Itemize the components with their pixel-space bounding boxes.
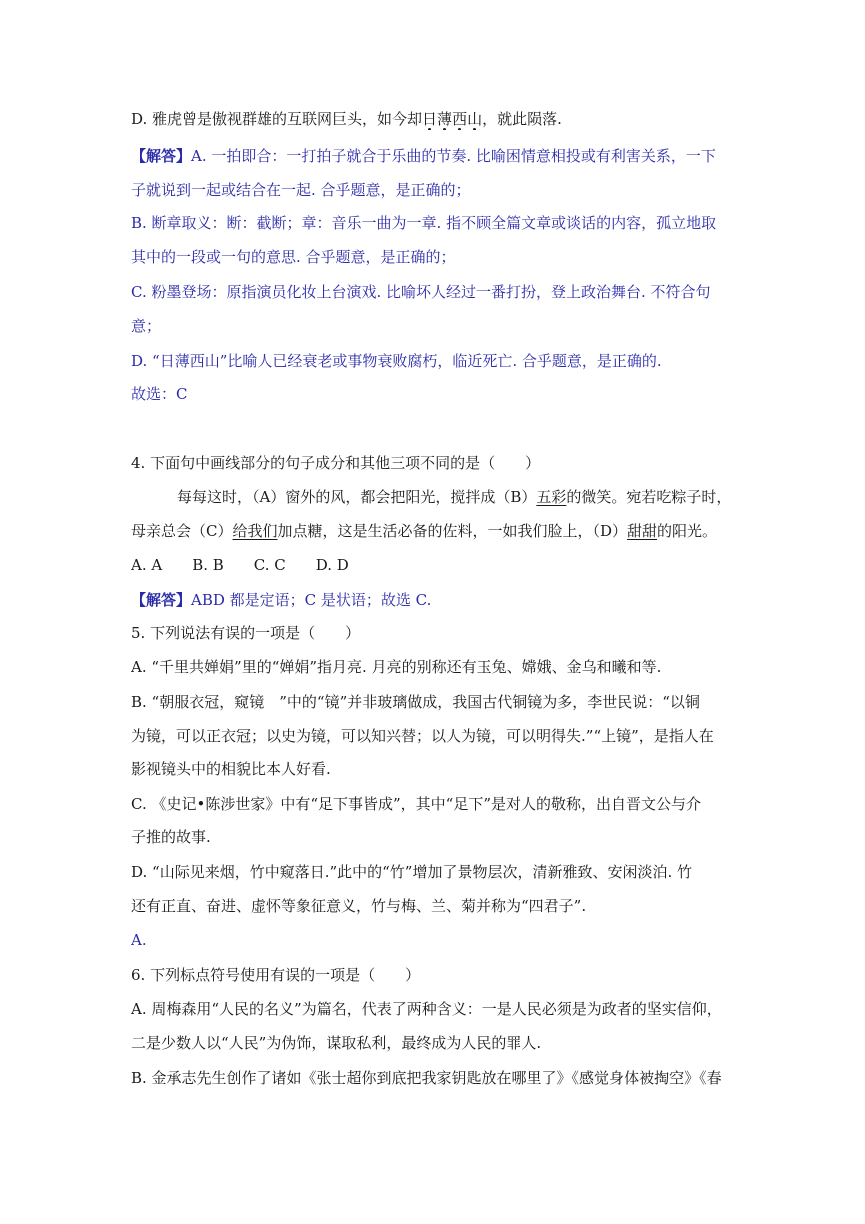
answer-line: D. “日薄西山”比喻人已经衰老或事物衰败腐朽，临近死亡. 合乎题意，是正确的. — [131, 352, 662, 370]
passage-text: 母亲总会（C） — [131, 522, 233, 540]
answer-text: A. 一拍即合：一打拍子就合于乐曲的节奏. 比喻困情意相投或有利害关系，一下 — [191, 147, 716, 165]
answer-line: B. 断章取义：断：截断；章：音乐一曲为一章. 指不顾全篇文章或谈话的内容，孤立地取 — [131, 214, 717, 232]
underlined-b: 五彩 — [536, 488, 567, 506]
emphasis-char: 山 — [467, 110, 483, 128]
answer-line: C. 粉墨登场：原指演员化妆上台演戏. 比喻坏人经过一番打扮，登上政治舞台. 不符合句 — [131, 283, 711, 301]
question-6-title: 6. 下列标点符号使用有误的一项是（ ） — [131, 966, 421, 984]
question-4-passage — [177, 486, 737, 508]
passage-text: 每每这时，（A）窗外的风，都会把阳光，搅拌成（B） — [177, 488, 537, 506]
answer-tag: 【解答】 — [131, 591, 192, 609]
question-4-answer — [131, 589, 736, 611]
underlined-d: 甜甜 — [627, 522, 658, 540]
answer-text: ABD 都是定语；C 是状语；故选 C. — [191, 591, 432, 609]
emphasis-char: 薄 — [437, 110, 453, 128]
emphasis-char: 日 — [422, 110, 438, 128]
underlined-c: 给我们 — [232, 522, 278, 540]
passage-text: 加点糖，这是生活必备的佐料，一如我们脸上，（D） — [277, 522, 628, 540]
answer-line — [131, 145, 736, 167]
question-5-option-c: C. 《史记•陈涉世家》中有“足下事皆成”，其中“足下”是对人的敬称，出自晋文公与介 — [131, 795, 702, 813]
question-4-passage — [131, 520, 736, 542]
question-5-option-d: 还有正直、奋进、虚怀等象征意义，竹与梅、兰、菊并称为“四君子”. — [131, 897, 587, 915]
question-5-title: 5. 下列说法有误的一项是（ ） — [131, 624, 361, 642]
passage-text: 的微笑。宛若吃粽子时， — [566, 488, 732, 506]
answer-tag: 【解答】 — [131, 147, 192, 165]
question-6-option-a: 二是少数人以“人民”为伪饰，谋取私利，最终成为人民的罪人. — [131, 1034, 542, 1052]
option-d-text: D. 雅虎曾是傲视群雄的互联网巨头，如今却 — [131, 110, 423, 128]
question-5-option-b: 为镜，可以正衣冠；以史为镜，可以知兴替；以人为镜，可以明得失.”“上镜”，是指人在 — [131, 727, 714, 745]
question-5-option-d: D. “山际见来烟，竹中窥落日.”此中的“竹”增加了景物层次，清新雅致、安闲淡泊. 竹 — [131, 863, 693, 881]
question-5-option-b: 影视镜头中的相貌比本人好看. — [131, 760, 331, 778]
option-d-line — [131, 108, 736, 130]
question-4-title: 4. 下面句中画线部分的句子成分和其他三项不同的是（ ） — [131, 454, 541, 472]
answer-line: 其中的一段或一句的意思. 合乎题意，是正确的； — [131, 248, 456, 266]
answer-line: 子就说到一起或结合在一起. 合乎题意，是正确的； — [131, 181, 471, 199]
option-d-text-end: ，就此陨落. — [482, 110, 562, 128]
question-5-answer: A. — [131, 931, 147, 949]
emphasis-char: 西 — [452, 110, 468, 128]
passage-text: 的阳光。 — [657, 522, 718, 540]
question-6-option-b: B. 金承志先生创作了诸如《张士超你到底把我家钥匙放在哪里了》《感觉身体被掏空》《春 — [131, 1069, 722, 1087]
question-5-option-b: B. “朝服衣冠，窥镜 ”中的“镜”并非玻璃做成，我国古代铜镜为多，李世民说：“以铜 — [131, 693, 700, 711]
answer-choice: 故选：C — [131, 385, 188, 403]
question-5-option-a: A. “千里共婵娟”里的“婵娟”指月亮. 月亮的别称还有玉兔、嫦娥、金乌和曦和等. — [131, 658, 662, 676]
answer-line: 意； — [131, 317, 162, 335]
question-4-options: A. A B. B C. C D. D — [131, 556, 349, 574]
question-6-option-a: A. 周梅森用“人民的名义”为篇名，代表了两种含义：一是人民必须是为政者的坚实信仰， — [131, 1000, 722, 1018]
question-5-option-c: 子推的故事. — [131, 828, 211, 846]
